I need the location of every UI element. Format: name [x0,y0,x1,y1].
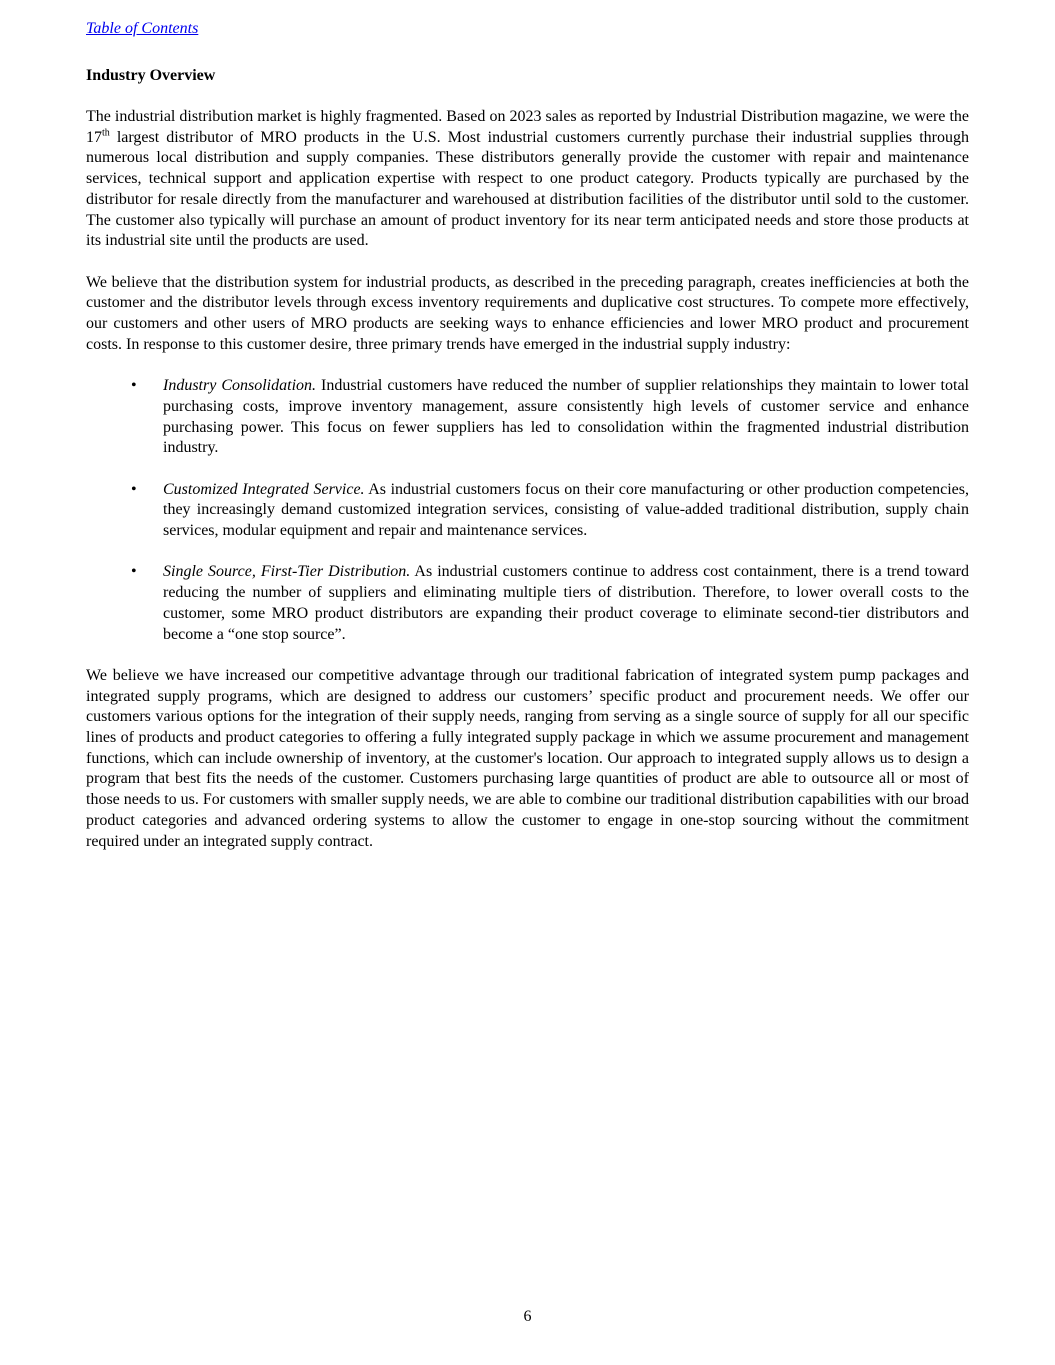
bullet-marker: • [131,563,137,581]
page-number: 6 [523,1308,532,1325]
trend-item-single-source [86,562,969,645]
bullet-marker: • [131,377,137,395]
trend-text: As industrial customers focus on their core manufacturing or other production competencies, they increasingly demand customized integration services, consisting of value-added traditional distribution, supply chain services, modular equipment and repair and maintenance services. [163,480,969,540]
trends-list [86,376,969,645]
bullet-marker: • [131,480,137,498]
trend-lead: Single Source, First-Tier Distribution. [163,563,411,581]
paragraph-market-overview [86,107,969,252]
trend-item-customized-integrated-service [86,480,969,542]
paragraph-competitive-advantage: We believe we have increased our competitive advantage through our traditional fabrication of integrated system pump packages and integrated supply programs, which are designed to address our customers’ specific product and procurement needs. We offer our customers various options for the integration of their supply needs, ranging from serving as a single source of supply for all our specific lines of products and product categories to offering a fully integrated supply package in which we assume procurement and management functions, which can include ownership of inventory, at the customer's location. Our approach to integrated supply allows us to design a program that best fits the needs of the customer. Customers purchasing large quantities of product are able to outsource all or most of those needs to us. For customers with smaller supply needs, we are able to combine our traditional distribution capabilities with our broad product categories and advanced ordering systems to allow the customer to engage in one-stop sourcing without the commitment required under an integrated supply contract. [86,666,969,850]
paragraph-text: The industrial distribution market is highly fragmented. Based on 2023 sales as reported by Industrial Distribution magazine, we were the 17 [86,108,969,146]
trend-lead: Customized Integrated Service. [163,480,365,498]
ordinal-superscript: th [102,127,110,139]
paragraph-text: largest distributor of MRO products in the U.S. Most industrial customers currently purchase their industrial supplies through numerous local distribution and supply companies. These distributors generally provide the customer with repair and maintenance services, technical support and application expertise with respect to one product category. Products typically are purchased by the distributor for resale directly from the manufacturer and warehoused at distribution facilities of the distributor until sold to the customer. The customer also typically will purchase an amount of product inventory for its near term anticipated needs and store those products at its industrial site until the products are used. [86,128,969,250]
trend-lead: Industry Consolidation. [163,377,317,395]
section-body [86,107,969,873]
section-title: Industry Overview [86,67,216,84]
trend-item-industry-consolidation [86,376,969,459]
table-of-contents-link[interactable]: Table of Contents [86,20,199,37]
trend-text: Industrial customers have reduced the number of supplier relationships they maintain to lower total purchasing costs, improve inventory management, assure consistently high levels of customer service and enhance purchasing power. This focus on fewer suppliers has led to consolidation within the fragmented industrial distribution industry. [163,377,969,457]
trend-text: As industrial customers continue to address cost containment, there is a trend toward reducing the number of suppliers and eliminating multiple tiers of distribution. Therefore, to lower overall costs to the customer, some MRO product distributors are expanding their product coverage to eliminate second-tier distributors and become a “one stop source”. [163,563,969,643]
paragraph-distribution-system: We believe that the distribution system for industrial products, as described in the preceding paragraph, creates inefficiencies at both the customer and the distributor levels through excess inventory requirements and duplicative cost structures. To compete more effectively, our customers and other users of MRO products are seeking ways to enhance efficiencies and lower MRO product and procurement costs. In response to this customer desire, three primary trends have emerged in the industrial supply industry: [86,273,969,353]
